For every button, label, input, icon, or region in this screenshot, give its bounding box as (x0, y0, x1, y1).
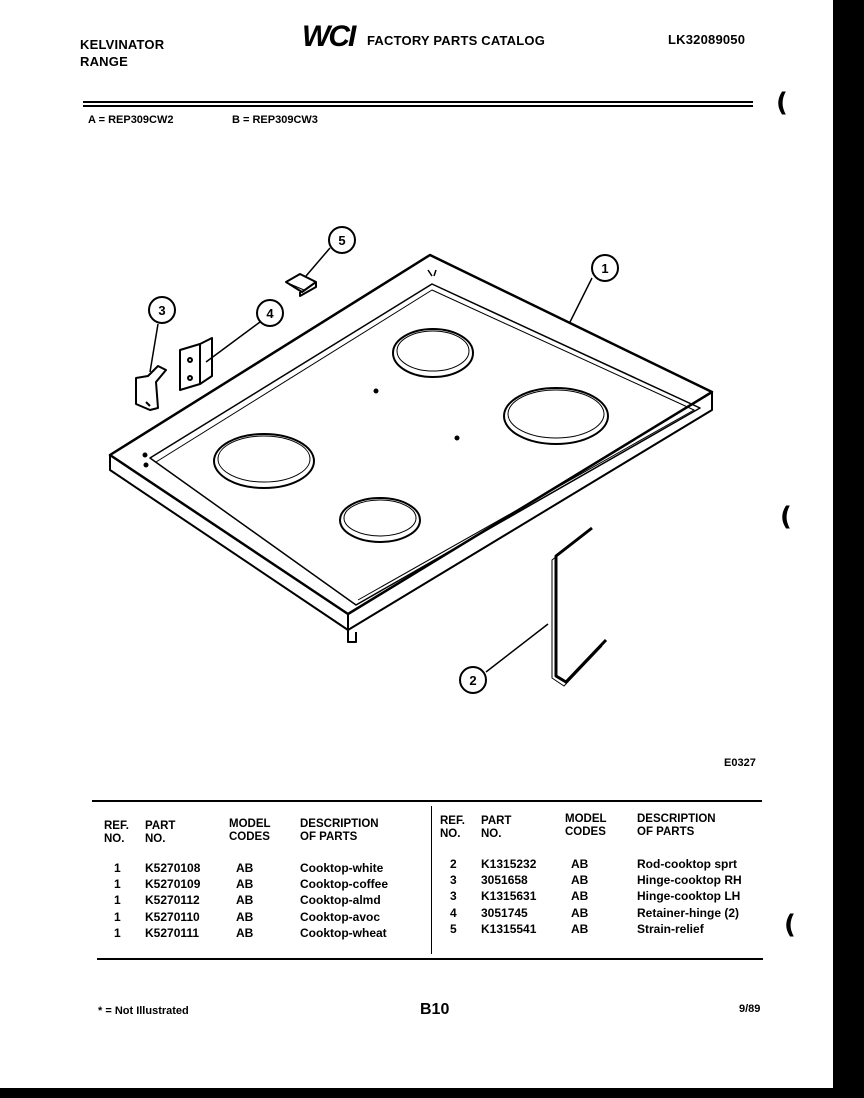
table-cell: 5 (450, 921, 457, 936)
table-cell: AB (236, 925, 254, 940)
table-cell: K1315541 (481, 921, 537, 936)
table-cell: Cooktop-wheat (300, 925, 387, 940)
table-rule-top (92, 800, 762, 802)
table-cell: K1315631 (481, 889, 537, 904)
catalog-number: LK32089050 (668, 32, 746, 47)
table-cell: Hinge-cooktop LH (637, 889, 741, 904)
table-cell: K5270111 (145, 925, 200, 940)
table-rule-bottom (97, 958, 763, 960)
table-cell: 1 (114, 893, 121, 908)
wci-logo: WCI (302, 20, 355, 53)
callout-1: 1 (601, 261, 609, 276)
binder-hole-mark: ( (780, 502, 792, 532)
binder-hole-mark: ( (776, 88, 788, 118)
table-cell: Cooktop-coffee (300, 877, 388, 892)
ref-header-right: REF. NO. (440, 815, 465, 840)
brand-line1: KELVINATOR (80, 37, 165, 52)
table-cell: 3 (450, 873, 457, 888)
desc-header-left: DESCRIPTION OF PARTS (300, 818, 379, 843)
brand-line2: RANGE (80, 54, 128, 69)
left-desc-column (300, 860, 388, 941)
binder-hole-mark: ( (784, 910, 796, 940)
table-cell: 1 (114, 861, 121, 875)
table-cell: 1 (114, 877, 121, 892)
part-header-right: PART NO. (481, 815, 512, 840)
table-cell: Rod-cooktop sprt (637, 857, 737, 871)
page-code: B10 (420, 1001, 450, 1018)
right-part-column (481, 856, 536, 937)
table-cell: 4 (450, 905, 457, 920)
table-cell: 1 (114, 909, 121, 924)
table-cell: AB (571, 873, 589, 888)
footer-note: * = Not Illustrated (98, 1005, 189, 1017)
table-cell: Cooktop-almd (300, 893, 381, 908)
table-cell: K1315232 (481, 857, 537, 871)
model-header-left: MODEL CODES (229, 818, 271, 843)
callout-3: 3 (158, 303, 166, 318)
diagram-code: E0327 (724, 757, 756, 769)
table-cell: AB (236, 861, 254, 875)
left-part-column (145, 860, 200, 941)
table-cell: AB (571, 889, 589, 904)
table-cell: AB (236, 909, 254, 924)
model-header-right: MODEL CODES (565, 813, 607, 838)
callout-4: 4 (266, 306, 274, 321)
catalog-title: FACTORY PARTS CATALOG (367, 33, 546, 48)
table-cell: AB (571, 921, 589, 936)
table-cell: 3051658 (481, 873, 528, 888)
table-cell: 3 (450, 889, 457, 904)
ref-header-left: REF. NO. (104, 820, 129, 845)
table-cell: AB (236, 893, 254, 908)
callout-2: 2 (469, 673, 477, 688)
part-header-left: PART NO. (145, 820, 176, 845)
table-cell: 2 (450, 857, 457, 871)
callout-5: 5 (338, 233, 346, 248)
table-divider (431, 806, 432, 954)
desc-header-right: DESCRIPTION OF PARTS (637, 813, 716, 838)
table-cell: AB (571, 857, 589, 871)
left-codes-column (236, 860, 253, 941)
table-cell: 3051745 (481, 905, 528, 920)
table-cell: Strain-relief (637, 921, 704, 936)
table-cell: Retainer-hinge (2) (637, 905, 740, 920)
table-cell: Hinge-cooktop RH (637, 873, 742, 888)
right-ref-column (450, 856, 457, 937)
table-cell: Cooktop-avoc (300, 909, 381, 924)
table-cell: K5270109 (145, 877, 201, 892)
table-cell: K5270108 (145, 861, 201, 875)
right-desc-column (637, 856, 742, 937)
right-codes-column (571, 856, 588, 937)
table-cell: Cooktop-white (300, 861, 384, 875)
table-cell: AB (236, 877, 254, 892)
footer-date: 9/89 (739, 1003, 761, 1015)
table-cell: K5270112 (145, 893, 200, 908)
table-cell: 1 (114, 925, 121, 940)
table-cell: AB (571, 905, 589, 920)
model-b: B = REP309CW3 (232, 114, 318, 126)
table-cell: K5270110 (145, 909, 200, 924)
model-a: A = REP309CW2 (88, 114, 174, 126)
left-ref-column (114, 860, 121, 941)
